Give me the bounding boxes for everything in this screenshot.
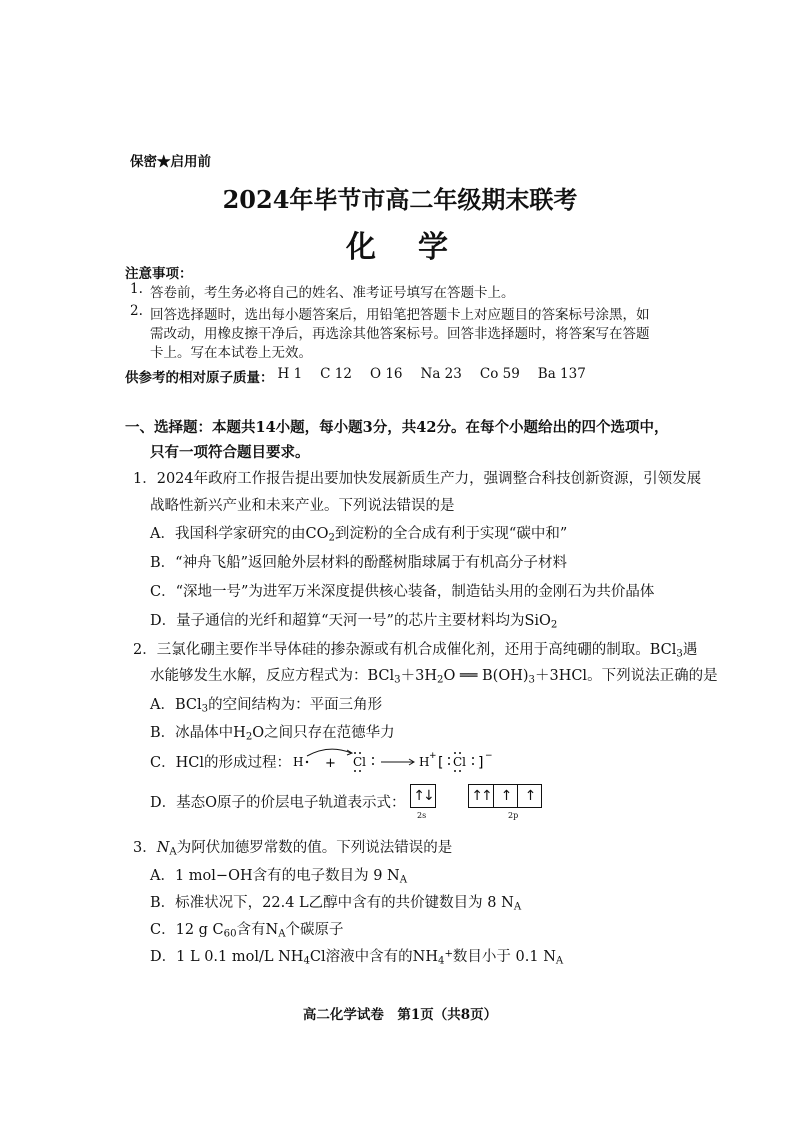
orbital-2p-cell-1: ↑↑ (471, 788, 491, 804)
q1-option-a: A．我国科学家研究的由$CO_2$到淀粉的全合成有利于实现“碳中和” (150, 526, 568, 544)
orbital-2p-label: 2p (508, 811, 519, 820)
subject-title: 化 学 (346, 230, 454, 265)
q1-option-b: B．“神舟飞船”返回舱外层材料的酚醛树脂球属于有机高分子材料 (150, 555, 567, 571)
q3-option-b: B．标准状况下，22.4 L乙醇中含有的共价键数目为 8 $N_A$ (150, 895, 522, 913)
orbital-2p-box (468, 784, 542, 808)
q1-option-d: D．量子通信的光纤和超算“天河一号”的芯片主要材料均为SiO$_2$ (150, 613, 558, 631)
hcl-cl-atom: Cl (353, 755, 367, 769)
atomic-mass-o: O 16 (369, 366, 403, 382)
atomic-mass-label: 供参考的相对原子质量： (125, 370, 274, 386)
atomic-mass-ba: Ba 137 (537, 366, 586, 382)
q3-stem: 3．$N_A$为阿伏加德罗常数的值。下列说法错误的是 (133, 840, 453, 858)
q1-option-c: C．“深地一号”为进军万米深度提供核心装备，制造钻头用的金刚石为共价晶体 (150, 584, 655, 600)
note-1-text: 答卷前，考生务必将自己的姓名、准考证号填写在答题卡上。 (150, 285, 515, 301)
section-1-instruction-line-2: 只有一项符合题目要求。 (150, 444, 310, 461)
atomic-mass-h: H 1 (277, 366, 303, 382)
q1-stem-line-1: 1．2024年政府工作报告提出要加快发展新质生产力，强调整合科技创新资源，引领发展 (133, 471, 702, 487)
note-1-number: 1. (130, 281, 143, 297)
q2-option-d-label: D．基态O原子的价层电子轨道表示式： (150, 795, 406, 811)
note-2-line-1: 回答选择题时，选出每小题答案后，用铅笔把答题卡上对应题目的答案标号涂黑，如 (150, 307, 650, 323)
q2-stem-line-1: 2．三氯化硼主要作半导体硅的掺杂源或有机合成催化剂，还用于高纯硼的制取。BCl$_3$遇 (133, 642, 698, 660)
section-1-instruction: 一、选择题：本题共14小题，每小题3分，共42分。在每个小题给出的四个选项中， (125, 419, 669, 436)
left-bracket-glyph: [ (438, 755, 444, 771)
q2-stem-line-2: 水能够发生水解，反应方程式为：$BCl_3+3H_2O$ ══ $B(OH)_3+3HCl$。下列说法正确的是 (150, 668, 718, 686)
orbital-2p-cell-2: ↑ (493, 785, 517, 807)
note-2-line-3: 卡上。写在本试卷上无效。 (150, 345, 312, 361)
orbital-diagram (410, 784, 570, 824)
hcl-formation-diagram (285, 742, 545, 776)
orbital-2p-cell-3: ↑ (517, 785, 541, 807)
note-2-line-2: 需改动，用橡皮擦干净后，再选涂其他答案标号。回答非选择题时，将答案写在答题 (150, 326, 650, 342)
right-bracket-glyph: ] (478, 755, 484, 771)
atomic-mass-na: Na 23 (420, 366, 462, 382)
page-footer: 高二化学试卷 第1页（共8页） (302, 1007, 498, 1023)
orbital-2s-box (410, 784, 436, 808)
h-ion-charge: + (429, 751, 437, 761)
q2-option-a: A．BCl$_3$的空间结构为：平面三角形 (150, 697, 383, 715)
orbital-2s-label: 2s (417, 811, 427, 820)
exam-title: 2024年毕节市高二年级期末联考 (222, 185, 578, 214)
hcl-plus-sign: + (325, 756, 336, 771)
electron-transfer-arrow (307, 749, 351, 756)
atomic-mass-co: Co 59 (479, 366, 520, 382)
atomic-mass-c: C 12 (320, 366, 352, 382)
notes-heading: 注意事项： (125, 266, 193, 282)
orbital-2s-arrows: ↑↓ (413, 788, 433, 804)
product-cl-ion: Cl (453, 755, 467, 769)
q2-option-c-label: C．HCl的形成过程： (150, 755, 291, 771)
product-h-ion: H (419, 755, 430, 769)
q3-option-c: C．12 g $C_{60}$含有$N_A$个碳原子 (150, 922, 344, 940)
atomic-mass-row (125, 366, 586, 386)
q3-option-a: A．1 mol−OH含有的电子数目为 9 $N_A$ (150, 868, 408, 886)
cl-ion-charge: − (485, 751, 493, 761)
confidential-label: 保密★启用前 (130, 154, 211, 170)
q1-stem-line-2: 战略性新兴产业和未来产业。下列说法错误的是 (150, 498, 455, 514)
q2-option-b: B．冰晶体中$H_2O$之间只存在范德华力 (150, 725, 395, 743)
q3-option-d: D．1 L 0.1 mol/L $NH_4Cl$溶液中含有的$NH_4^+$数目小于 0.1 $N_A$ (150, 948, 564, 967)
note-2-number: 2. (130, 303, 143, 319)
hcl-h-atom: H (293, 755, 304, 769)
